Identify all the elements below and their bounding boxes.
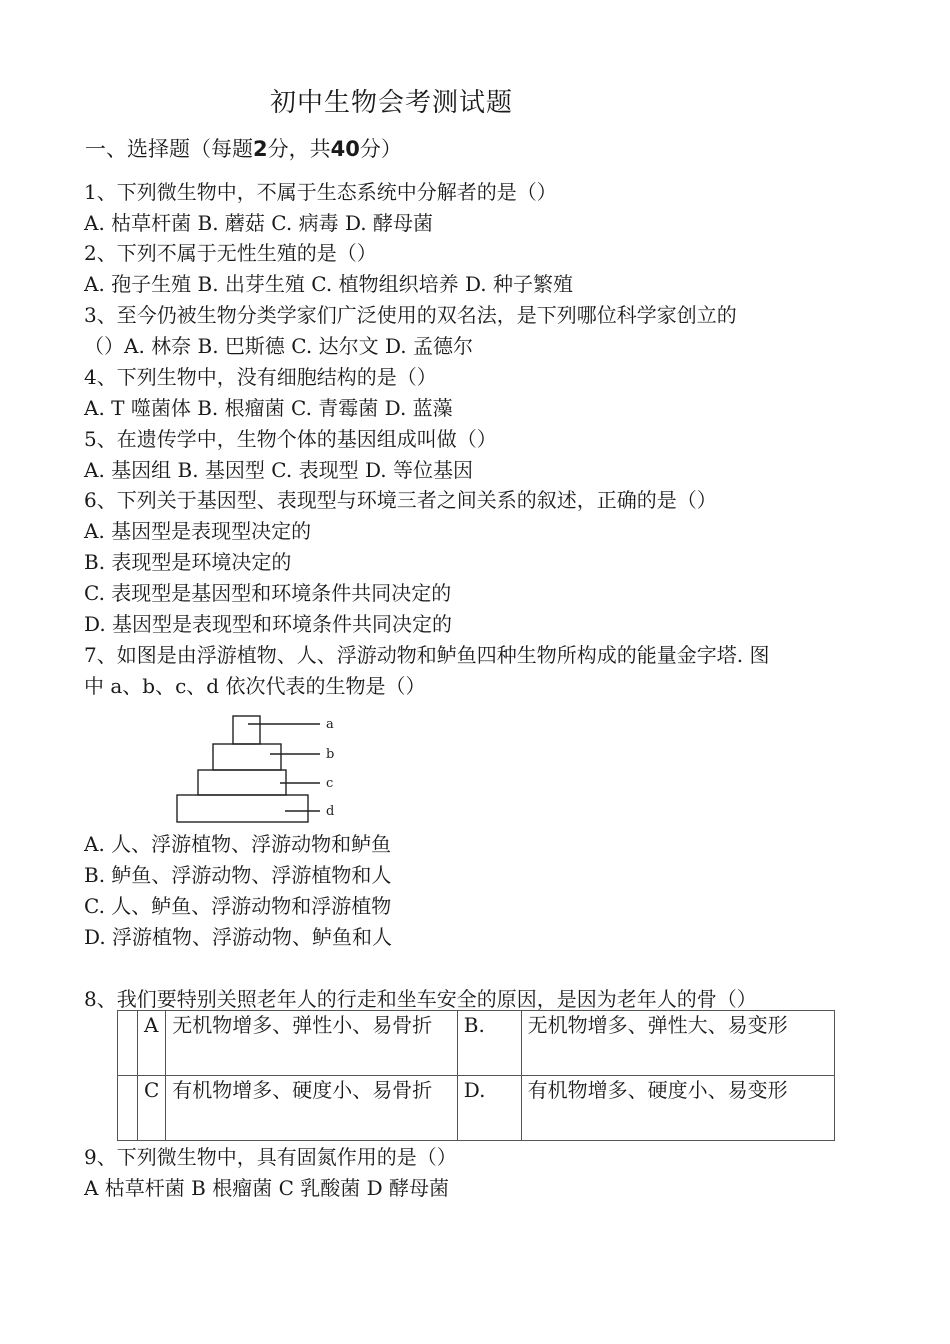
- diagram-label-d: d: [326, 804, 335, 819]
- section-prefix: 一、选择题（每题: [85, 137, 253, 161]
- diagram-label-b: b: [326, 747, 335, 762]
- table-spacer-cell: [118, 1011, 138, 1076]
- option-text-a: 无机物增多、弹性小、易骨折: [166, 1011, 458, 1076]
- question-7-option-d: D. 浮游植物、浮游动物、鲈鱼和人: [84, 925, 393, 949]
- question-4-options: A. T 噬菌体 B. 根瘤菌 C. 青霉菌 D. 蓝藻: [84, 396, 453, 420]
- option-letter-a: A: [137, 1011, 165, 1076]
- question-9-options: A 枯草杆菌 B 根瘤菌 C 乳酸菌 D 酵母菌: [84, 1176, 449, 1200]
- option-text-c: 有机物增多、硬度小、易骨折: [166, 1076, 458, 1141]
- question-2-stem: 2、下列不属于无性生殖的是（）: [84, 241, 377, 265]
- energy-pyramid-diagram: [170, 710, 350, 828]
- question-1-stem: 1、下列微生物中，不属于生态系统中分解者的是（）: [84, 180, 557, 204]
- diagram-label-a: a: [326, 717, 334, 732]
- option-letter-c: C: [137, 1076, 165, 1141]
- pyramid-level-d: [177, 795, 308, 822]
- question-7-stem-line1: 7、如图是由浮游植物、人、浮游动物和鲈鱼四种生物所构成的能量金字塔. 图: [84, 643, 770, 667]
- question-2-options: A. 孢子生殖 B. 出芽生殖 C. 植物组织培养 D. 种子繁殖: [84, 272, 573, 296]
- table-spacer-cell: [118, 1076, 138, 1141]
- option-text-d: 有机物增多、硬度小、易变形: [521, 1076, 834, 1141]
- section-suffix: 分）: [359, 137, 402, 161]
- section-points-each: 2: [253, 137, 268, 161]
- question-7-option-a: A. 人、浮游植物、浮游动物和鲈鱼: [84, 832, 392, 856]
- question-6-stem: 6、下列关于基因型、表现型与环境三者之间关系的叙述，正确的是（）: [84, 488, 717, 512]
- pyramid-level-c: [198, 770, 286, 795]
- section-heading: [85, 133, 402, 163]
- option-text-b: 无机物增多、弹性大、易变形: [521, 1011, 834, 1076]
- option-letter-d: D.: [457, 1076, 521, 1141]
- question-4-stem: 4、下列生物中，没有细胞结构的是（）: [84, 365, 437, 389]
- question-5-stem: 5、在遗传学中，生物个体的基因组成叫做（）: [84, 427, 497, 451]
- question-6-option-d: D. 基因型是表现型和环境条件共同决定的: [84, 612, 453, 636]
- question-6-option-b: B. 表现型是环境决定的: [84, 550, 292, 574]
- question-6-option-a: A. 基因型是表现型决定的: [84, 519, 312, 543]
- section-total: 40: [330, 137, 360, 161]
- question-7-stem-line2: 中 a、b、c、d 依次代表的生物是（）: [84, 674, 426, 698]
- section-middle: 分，共: [267, 137, 331, 161]
- question-5-options: A. 基因组 B. 基因型 C. 表现型 D. 等位基因: [84, 458, 473, 482]
- page-title: 初中生物会考测试题: [270, 88, 514, 118]
- option-letter-b: B.: [457, 1011, 521, 1076]
- question-7-option-c: C. 人、鲈鱼、浮游动物和浮游植物: [84, 894, 392, 918]
- table-row: [118, 1076, 835, 1141]
- question-7-option-b: B. 鲈鱼、浮游动物、浮游植物和人: [84, 863, 392, 887]
- pyramid-level-a: [233, 716, 260, 744]
- question-3-options: （）A. 林奈 B. 巴斯德 C. 达尔文 D. 孟德尔: [84, 334, 473, 358]
- diagram-label-c: c: [326, 776, 334, 791]
- pyramid-level-b: [213, 744, 281, 770]
- question-1-options: A. 枯草杆菌 B. 蘑菇 C. 病毒 D. 酵母菌: [84, 211, 433, 235]
- question-9-stem: 9、下列微生物中，具有固氮作用的是（）: [84, 1145, 457, 1169]
- table-row: [118, 1011, 835, 1076]
- question-8-options-table: [117, 1010, 835, 1141]
- question-8-stem: 8、我们要特别关照老年人的行走和坐车安全的原因，是因为老年人的骨（）: [84, 987, 757, 1011]
- question-6-option-c: C. 表现型是基因型和环境条件共同决定的: [84, 581, 452, 605]
- question-3-stem: 3、至今仍被生物分类学家们广泛使用的双名法，是下列哪位科学家创立的: [84, 303, 737, 327]
